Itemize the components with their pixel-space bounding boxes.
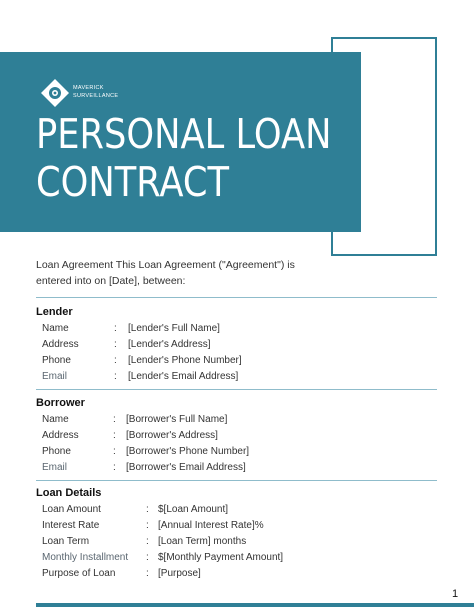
lender-phone-value: [Lender's Phone Number] [128,355,242,366]
field-label: Monthly Installment [42,552,129,563]
field-label: Phone [42,355,71,366]
field-label: Name [42,323,69,334]
loan-details-heading: Loan Details [36,487,102,499]
field-separator: : [146,504,149,515]
field-separator: : [114,371,117,382]
field-label: Address [42,339,79,350]
section-divider [36,389,437,390]
loan-amount-value: $[Loan Amount] [158,504,229,515]
loan-term-value: [Loan Term] months [158,536,247,547]
borrower-phone-value: [Borrower's Phone Number] [126,446,250,457]
lender-heading: Lender [36,306,73,318]
field-label: Email [42,371,68,382]
section-divider [36,480,437,481]
document-title [36,110,332,206]
field-separator: : [146,536,149,547]
document-title-line2: CONTRACT [36,158,230,206]
section-divider [36,297,437,298]
lender-email-value: [Lender's Email Address] [128,371,239,382]
interest-rate-value: [Annual Interest Rate]% [158,520,264,531]
field-label: Purpose of Loan [42,568,116,579]
field-label: Address [42,430,79,441]
field-label: Loan Amount [42,504,101,515]
field-label: Email [42,462,68,473]
field-label: Name [42,414,69,425]
lender-address-value: [Lender's Address] [128,339,211,350]
field-separator: : [146,520,149,531]
company-name [73,84,118,100]
loan-purpose-value: [Purpose] [158,568,201,579]
borrower-email-value: [Borrower's Email Address] [126,462,246,473]
company-name-line2: SURVEILLANCE [73,93,119,99]
field-separator: : [114,355,117,366]
company-name-line1: MAVERICK [73,85,104,91]
agreement-intro-text: Loan Agreement This Loan Agreement ("Agreement") is entered into on [Date], between: [36,259,295,287]
company-logo-icon [40,78,70,108]
lender-name-value: [Lender's Full Name] [128,323,220,334]
field-label: Phone [42,446,71,457]
borrower-name-value: [Borrower's Full Name] [126,414,228,425]
field-separator: : [146,552,149,563]
field-separator: : [113,462,116,473]
field-label: Loan Term [42,536,90,547]
field-separator: : [113,430,116,441]
field-separator: : [114,339,117,350]
borrower-address-value: [Borrower's Address] [126,430,218,441]
field-separator: : [146,568,149,579]
field-separator: : [114,323,117,334]
borrower-heading: Borrower [36,397,85,409]
field-label: Interest Rate [42,520,100,531]
document-title-line1: PERSONAL LOAN [36,110,332,158]
field-separator: : [113,446,116,457]
footer-accent-bar [36,603,474,607]
monthly-installment-value: $[Monthly Payment Amount] [158,552,284,563]
page-number: 1 [452,588,459,600]
field-separator: : [113,414,116,425]
